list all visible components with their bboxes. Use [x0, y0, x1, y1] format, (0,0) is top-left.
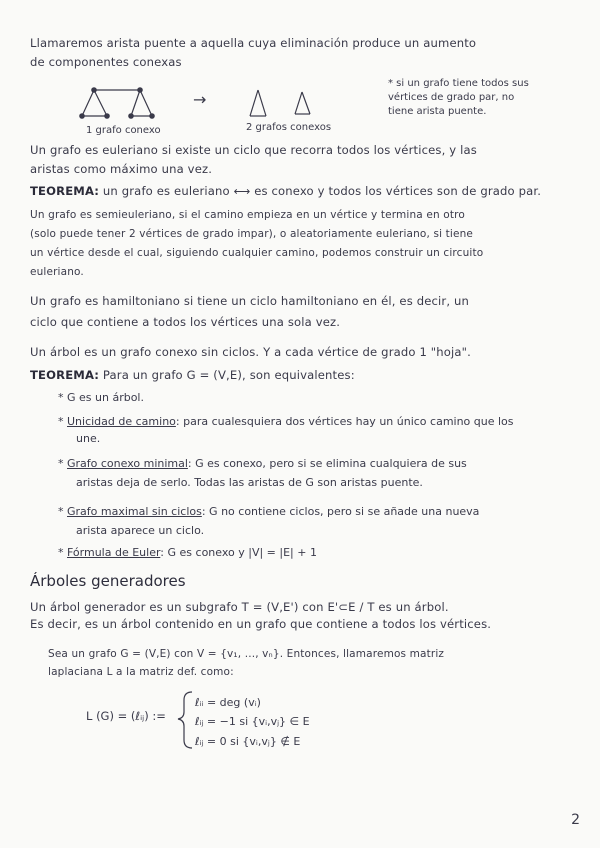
case-adjacent: ℓᵢⱼ = −1 si {vᵢ,vⱼ} ∈ E: [195, 715, 310, 728]
theorem-text: un grafo es euleriano ⟷ es conexo y todos los vértices son de grado par.: [99, 184, 542, 198]
case-diagonal: ℓᵢᵢ = deg (vᵢ): [195, 696, 261, 709]
tree-theorem-text: Para un grafo G = (V,E), son equivalentes:: [99, 368, 355, 382]
bullet-4: * Grafo maximal sin ciclos: G no contiene ciclos, pero si se añade una nueva: [58, 505, 480, 518]
gen-line-2: Es decir, es un árbol contenido en un grafo que contiene a todos los vértices.: [30, 617, 492, 631]
bullet-1-text: G es un árbol.: [67, 391, 144, 404]
caption-connected: 1 grafo conexo: [86, 125, 161, 136]
hamilton-line-2: ciclo que contiene a todos los vértices una sola vez.: [30, 315, 341, 329]
intro-line-1: Llamaremos arista puente a aquella cuya eliminación produce un aumento: [30, 36, 477, 50]
section-heading: Árboles generadores: [30, 572, 186, 590]
tree-line-1: Un árbol es un grafo conexo sin ciclos. Y a cada vértice de grado 1 "hoja".: [30, 345, 471, 359]
page-number: 2: [571, 812, 580, 828]
tree-theorem-label: TEOREMA:: [30, 368, 100, 382]
bullet-3-text: : G es conexo, pero si se elimina cualquiera de sus: [187, 457, 467, 470]
bullet-2-cont: une.: [76, 432, 101, 445]
gen-line-4: laplaciana L a la matriz def. como:: [48, 666, 234, 678]
semi-line-4: euleriano.: [30, 266, 84, 278]
semi-line-1: Un grafo es semieuleriano, si el camino empieza en un vértice y termina en otro: [30, 209, 465, 221]
bullet-3-cont: aristas deja de serlo. Todas las aristas de G son aristas puente.: [76, 476, 423, 489]
note-line-1: * si un grafo tiene todos sus: [388, 78, 529, 89]
bullet-2-title: Unicidad de camino: [67, 415, 176, 428]
laplacian-lhs: L (G) = (ℓᵢⱼ) :=: [86, 709, 166, 723]
arrow-glyph: →: [193, 90, 207, 109]
gen-line-3: Sea un grafo G = (V,E) con V = {v₁, ..., vₙ}. Entonces, llamaremos matriz: [48, 648, 445, 660]
bullet-1: * G es un árbol.: [58, 391, 144, 404]
euler-line-1: Un grafo es euleriano si existe un ciclo que recorra todos los vértices, y las: [30, 143, 477, 157]
gen-line-1: Un árbol generador es un subgrafo T = (V,E') con E'⊂E / T es un árbol.: [30, 600, 449, 614]
bullet-5-title: Fórmula de Euler: [67, 546, 161, 559]
bullet-2-text: : para cualesquiera dos vértices hay un único camino que los: [175, 415, 514, 428]
bullet-4-cont: arista aparece un ciclo.: [76, 524, 205, 537]
bullet-5-text: : G es conexo y |V| = |E| + 1: [160, 546, 317, 559]
bullet-5: * Fórmula de Euler: G es conexo y |V| = |E| + 1: [58, 546, 317, 559]
bullet-4-text: : G no contiene ciclos, pero si se añade una nueva: [201, 505, 480, 518]
caption-two-connected: 2 grafos conexos: [246, 122, 332, 133]
bullet-2: * Unicidad de camino: para cualesquiera dos vértices hay un único camino que los: [58, 415, 514, 428]
bullet-3-title: Grafo conexo minimal: [67, 457, 188, 470]
bullet-4-title: Grafo maximal sin ciclos: [67, 505, 202, 518]
theorem-label: TEOREMA:: [30, 184, 100, 198]
euler-line-2: aristas como máximo una vez.: [30, 162, 213, 176]
hamilton-line-1: Un grafo es hamiltoniano si tiene un ciclo hamiltoniano en él, es decir, un: [30, 294, 470, 308]
semi-line-2: (solo puede tener 2 vértices de grado impar), o aleatoriamente euleriano, si tiene: [30, 228, 474, 240]
note-line-2: vértices de grado par, no: [388, 92, 515, 103]
note-line-3: tiene arista puente.: [388, 106, 487, 117]
semi-line-3: un vértice desde el cual, siguiendo cualquier camino, podemos construir un circuito: [30, 247, 484, 259]
case-nonadjacent: ℓᵢⱼ = 0 si {vᵢ,vⱼ} ∉ E: [195, 735, 301, 748]
intro-line-2: de componentes conexas: [30, 55, 182, 69]
bullet-3: * Grafo conexo minimal: G es conexo, pero si se elimina cualquiera de sus: [58, 457, 467, 470]
